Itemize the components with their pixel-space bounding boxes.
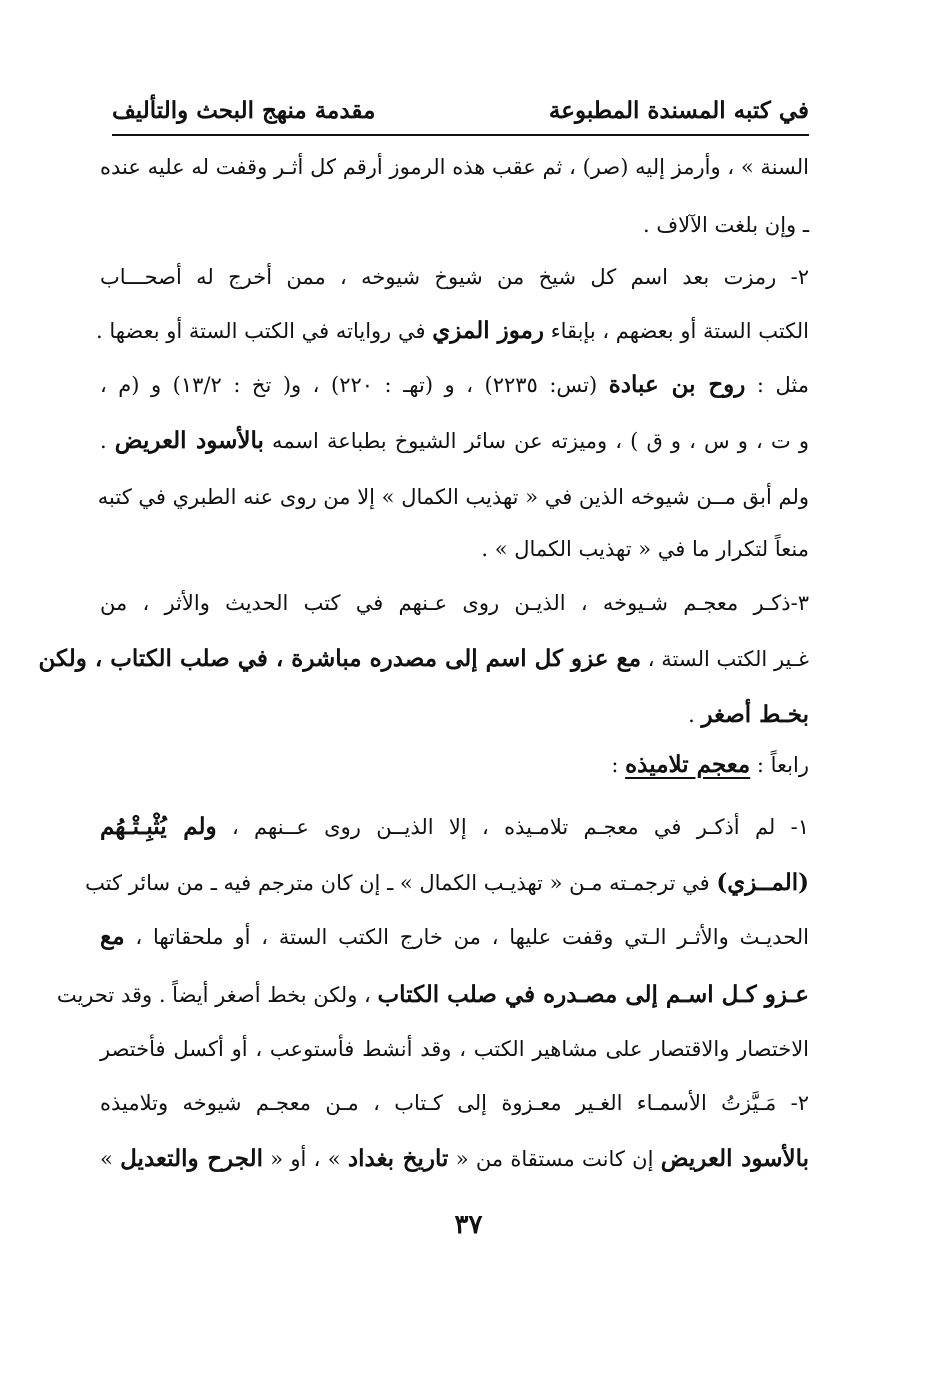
- text-segment: إن كانت مستقاة من «: [448, 1147, 661, 1171]
- text-segment: :: [611, 753, 626, 777]
- text-segment: و ت ، و س ، و ق ) ، ومیزته عن سائر الشيوخ بطباعة اسمه: [263, 429, 809, 453]
- text-segment: .: [688, 703, 702, 727]
- text-segment: رابعاً :: [750, 753, 809, 777]
- text-line: [100, 370, 809, 400]
- text-segment: .: [100, 429, 115, 453]
- text-line: [100, 750, 809, 780]
- text-line: [56, 980, 809, 1010]
- text-segment: ـ وإن بلغت الآلاف .: [642, 213, 809, 237]
- bold-text: روح بن عبادة: [608, 371, 746, 398]
- text-segment: »: [100, 1147, 121, 1171]
- text-segment: السنة » ، وأرمز إليه (صر) ، ثم عقب هذه الرموز أرقم كل أثـر وقفت له عليه عنده: [100, 155, 809, 179]
- text-segment: غـير الكتب الستة ،: [641, 647, 809, 671]
- text-line: [100, 534, 809, 564]
- text-line: [100, 700, 809, 730]
- bold-text: بالأسود العريض: [114, 427, 264, 454]
- text-segment: ٢- مَـيَّزتُ الأسمـاء الغـير معـزوة إلى كـتاب ، مـن معجـم شيوخه وتلاميذه: [100, 1091, 809, 1115]
- text-line: [100, 1088, 809, 1118]
- bold-text: بالأسود العريض: [660, 1145, 810, 1172]
- text-segment: في رواياته في الكتب الستة أو بعضها .: [95, 319, 433, 343]
- text-segment: في ترجمـته مـن « تهذيـب الكمال » ـ إن كان مترجم فيه ـ من سائر كتب: [85, 871, 717, 895]
- text-segment: (تس: ٢٢٣٥) ، و (تهـ : ٢٢٠) ، و( تخ : ١٣/٢) و (م ،: [100, 373, 609, 397]
- text-segment: الحديـث والأثـر الـتي وقفت عليها ، من خارج الكتب الستة ، أو ملحقاتها ،: [124, 925, 809, 949]
- text-segment: » ، أو «: [262, 1147, 348, 1171]
- text-segment: ، ولكن بخط أصغر أيضاً . وقد تحريت: [56, 983, 378, 1007]
- text-segment: ٢- رمزت بعد اسم كل شيخ من شيوخ شيوخه ، ممن أخرج له أصحـــاب: [100, 265, 809, 289]
- text-line: [100, 262, 809, 292]
- bold-text: (المــزي): [716, 869, 809, 896]
- bold-text: مع عزو كل اسم إلى مصدره مباشرة ، في صلب الكتاب ، ولكن: [38, 645, 642, 672]
- text-line: [100, 426, 809, 456]
- bold-text: ولم يُثْبِـتْـهُم: [100, 813, 217, 840]
- bold-text: عـزو كـل اسـم إلى مصـدره في صلب الكتاب: [377, 981, 809, 1008]
- text-line: [100, 210, 809, 240]
- bold-text: [625, 751, 750, 778]
- text-segment: ولم أبق مــن شيوخه الذين في « تهذيب الكمال » إلا من روى عنه الطبري في كتبه: [97, 485, 809, 509]
- bold-text: الجرح والتعديل: [120, 1145, 263, 1172]
- bold-text: تاريخ بغداد: [347, 1145, 449, 1172]
- text-line: [100, 588, 809, 618]
- text-line: [100, 1034, 809, 1064]
- text-segment: منعاً لتكرار ما في « تهذيب الكمال » .: [481, 537, 809, 561]
- text-line: [100, 812, 809, 842]
- underlined-heading: معجم تلاميذه: [625, 751, 751, 778]
- text-segment: مثل :: [745, 373, 809, 397]
- text-line: [100, 152, 809, 182]
- text-line: [100, 1144, 809, 1174]
- text-line: [100, 922, 809, 952]
- text-line: [95, 316, 809, 346]
- text-segment: الكتب الستة أو بعضهم ، بإبقاء: [544, 319, 809, 343]
- text-line: [85, 868, 809, 898]
- text-line: [38, 644, 809, 674]
- bold-text: مع: [100, 923, 125, 950]
- running-header: [112, 82, 809, 124]
- text-segment: ١- لم أذكـر في معجـم تلامـيذه ، إلا الذيــن روى عــنهم ،: [216, 815, 809, 839]
- header-left-title: مقدمة منهج البحث والتأليف: [112, 97, 376, 124]
- header-right-title: في كتبه المسندة المطبوعة: [548, 97, 809, 124]
- text-line: [97, 482, 809, 512]
- bold-text: رموز المزي: [432, 317, 545, 344]
- bold-text: بخـط أصغر: [701, 701, 809, 728]
- header-rule: [112, 134, 809, 136]
- text-segment: الاختصار والاقتصار على مشاهير الكتب ، وقد أنشط فأستوعب ، أو أكسل فأختصر: [100, 1037, 809, 1061]
- page-number: ٣٧: [454, 1210, 483, 1240]
- text-segment: ٣-ذكـر معجـم شـيوخه ، الذيـن روى عـنهم في كتب الحديث والأثر ، من: [100, 591, 809, 615]
